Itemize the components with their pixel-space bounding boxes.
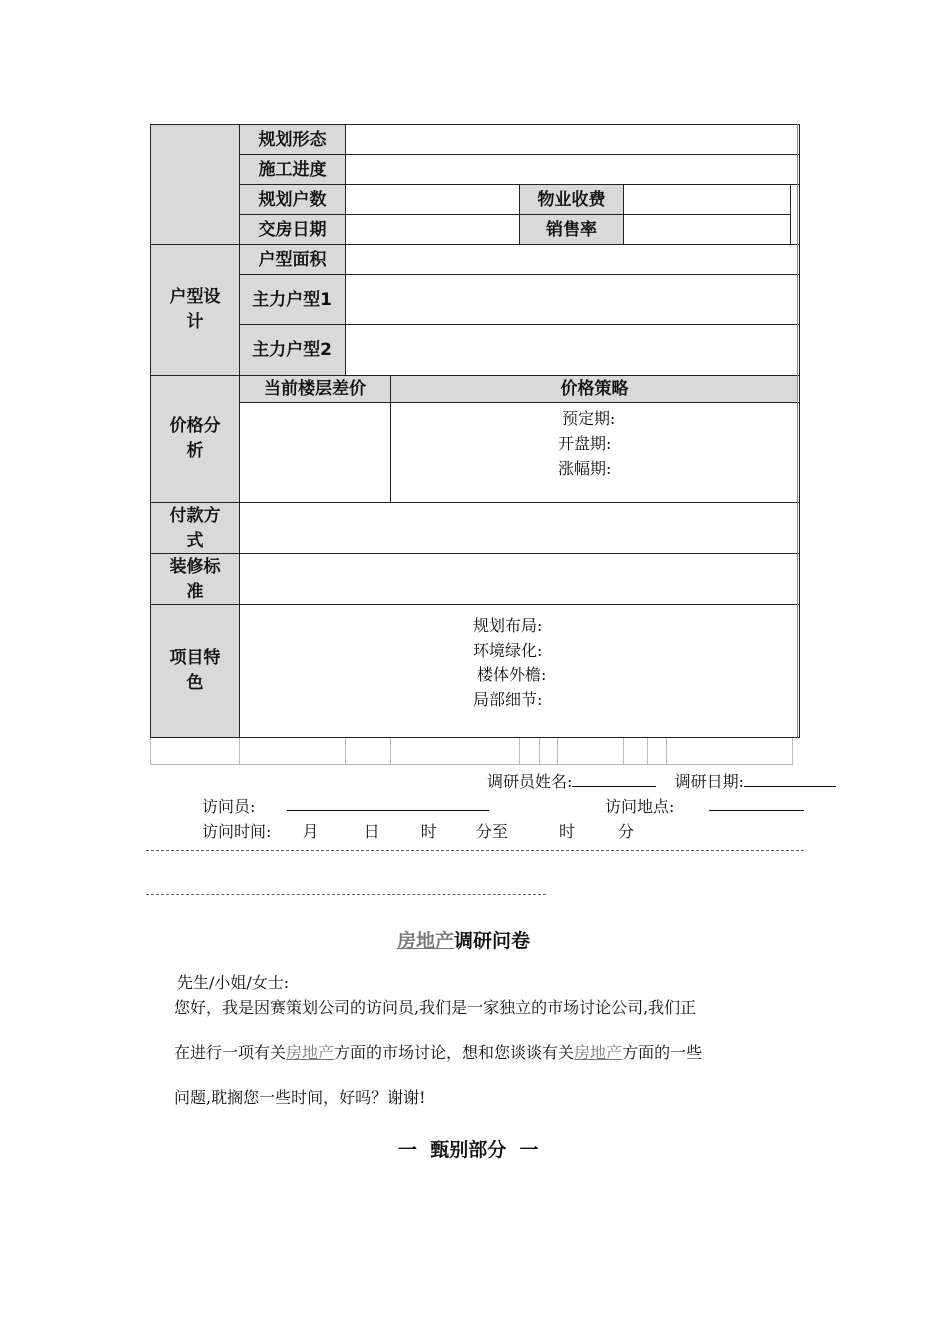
minute2-label: 分	[618, 822, 635, 841]
greeting: 先生/小姐/女士:	[177, 973, 290, 992]
day-label: 日	[363, 822, 380, 841]
minute-to-label: 分至	[475, 822, 508, 841]
section-unit-design: 户型设计	[169, 287, 221, 332]
questionnaire-title	[397, 926, 530, 953]
section-features: 项目特色	[169, 648, 221, 693]
title-rest: 调研问卷	[454, 930, 531, 952]
survey-date-field[interactable]	[744, 770, 836, 787]
label-planned-units: 规划户数	[258, 189, 327, 210]
researcher-name-field[interactable]	[572, 770, 656, 787]
section-price-analysis: 价格分析	[169, 416, 221, 461]
interviewer-label: 访问员:	[202, 797, 256, 816]
survey-date-label: 调研日期	[674, 772, 739, 791]
price-strategy-opening: 开盘期:	[558, 434, 612, 453]
hour2-label: 时	[558, 822, 575, 841]
price-strategy-increase: 涨幅期:	[558, 459, 612, 478]
feature-details: 局部细节:	[473, 690, 543, 709]
interviewer-field[interactable]	[287, 810, 489, 811]
visit-time-label: 访问时间:	[202, 822, 272, 841]
label-delivery-date: 交房日期	[258, 219, 327, 240]
feature-facade: 楼体外檐:	[477, 665, 547, 684]
feature-greening: 环境绿化:	[473, 641, 543, 660]
researcher-name-label: 调研员姓名	[487, 772, 568, 791]
label-property-fee: 物业收费	[537, 189, 606, 210]
feature-layout: 规划布局:	[473, 616, 543, 635]
label-planning-form: 规划形态	[258, 129, 327, 150]
header-floor-price-diff: 当前楼层差价	[264, 378, 366, 399]
intro-line-2: 在进行一项有关房地产方面的市场讨论，想和您谈谈有关房地产方面的一些	[174, 1043, 703, 1062]
label-main-unit-2: 主力户型2	[252, 339, 332, 360]
section-payment: 付款方式	[169, 505, 221, 551]
label-construction-progress: 施工进度	[258, 159, 327, 180]
intro-line-1: 您好，我是因赛策划公司的访问员,我们是一家独立的市场讨论公司,我们正	[174, 998, 697, 1017]
intro-line-3: 问题,耽搁您一些时间，好吗？谢谢!	[174, 1088, 426, 1107]
month-label: 月	[302, 822, 319, 841]
header-price-strategy: 价格策略	[560, 378, 629, 399]
title-link-real-estate[interactable]: 房地产	[397, 930, 455, 952]
location-label: 访问地点:	[605, 797, 675, 816]
visit-time-row	[202, 819, 634, 842]
link-real-estate-1[interactable]: 房地产	[286, 1043, 335, 1062]
screening-section-heading: 一 甄别部分 一	[398, 1139, 539, 1161]
location-field[interactable]	[709, 810, 804, 811]
label-unit-area: 户型面积	[258, 249, 327, 270]
price-strategy-reserve: 预定期:	[562, 409, 616, 428]
researcher-name-line: 调研员姓名: 调研日期:	[487, 769, 836, 792]
hour-label: 时	[420, 822, 437, 841]
section-decoration: 装修标准	[169, 556, 221, 602]
dashed-separator-2	[146, 894, 546, 895]
link-real-estate-2[interactable]: 房地产	[574, 1043, 623, 1062]
dashed-separator-1	[146, 850, 804, 851]
label-main-unit-1: 主力户型1	[252, 289, 332, 310]
label-sales-rate: 销售率	[546, 219, 597, 240]
